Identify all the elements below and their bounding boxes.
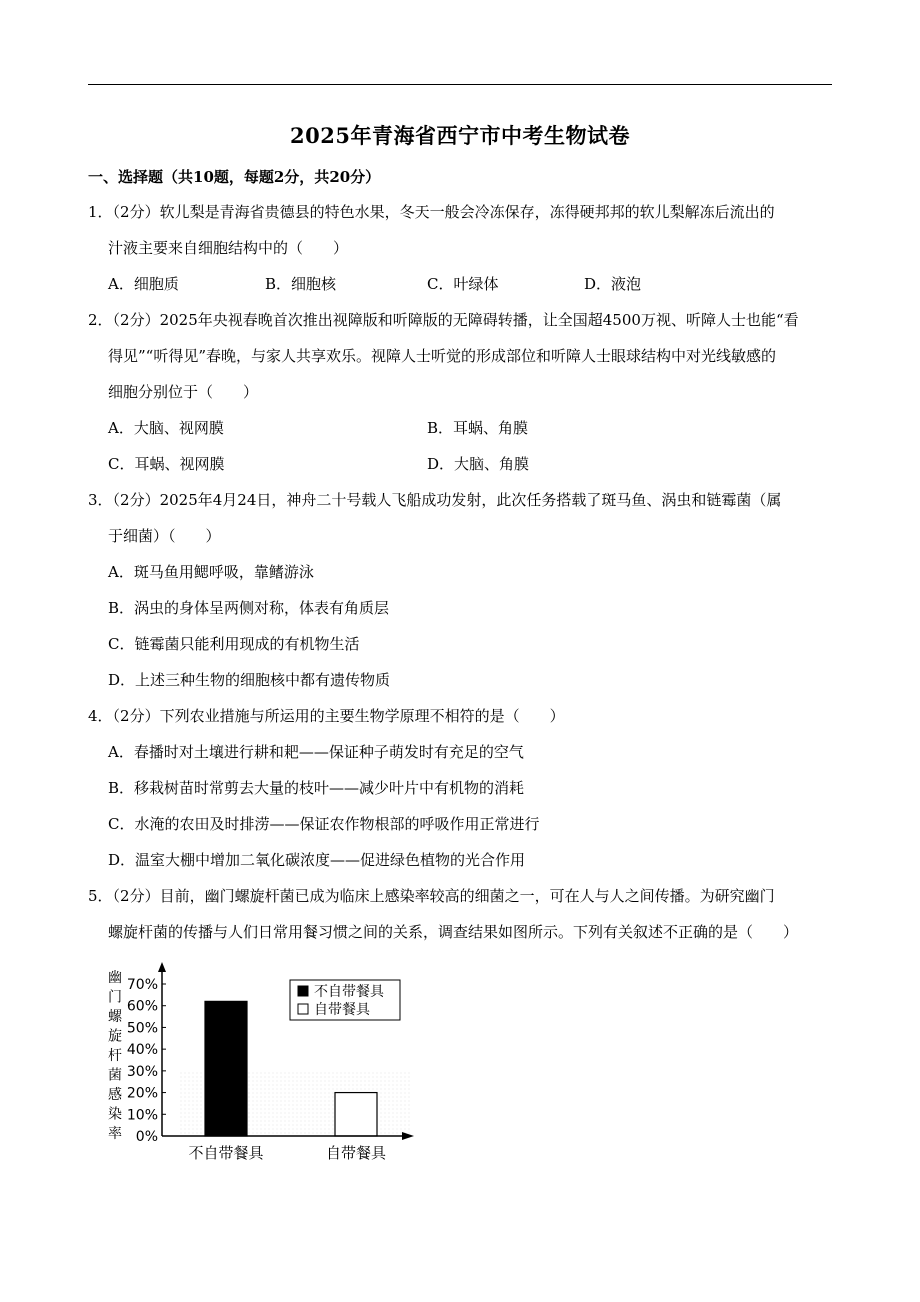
- q1-option-c: C．叶绿体: [427, 275, 499, 293]
- page-title: 2025年青海省西宁市中考生物试卷: [290, 123, 630, 148]
- legend-swatch-filled: [298, 986, 308, 996]
- legend-label-2: 自带餐具: [314, 1002, 370, 1018]
- y-axis-arrow: [158, 962, 166, 972]
- legend-swatch-empty: [298, 1004, 308, 1014]
- legend: [290, 980, 400, 1020]
- q4-option-a: A．春播时对土壤进行耕和耙——保证种子萌发时有充足的空气: [108, 743, 524, 761]
- y-tick-label: 50%: [126, 1020, 158, 1037]
- question-5-line-2: 螺旋杆菌的传播与人们日常用餐习惯之间的关系，调查结果如图所示。下列有关叙述不正确的是（ ）: [108, 923, 799, 941]
- q1-option-d: D．液泡: [584, 275, 642, 293]
- y-label-char: 率: [108, 1126, 122, 1142]
- y-tick-label: 30%: [126, 1063, 158, 1080]
- y-axis-ticks: [127, 977, 166, 1145]
- y-label-char: 菌: [108, 1067, 122, 1084]
- q3-option-a: A．斑马鱼用鳃呼吸，靠鳍游泳: [108, 563, 314, 581]
- q1-option-b: B．细胞核: [265, 275, 337, 293]
- question-2-line-2: 得见”“听得见”春晚，与家人共享欢乐。视障人士听觉的形成部位和听障人士眼球结构中对光线敏感的: [108, 347, 777, 365]
- y-label-char: 门: [108, 989, 122, 1006]
- question-3-line-1: 3．（2分）2025年4月24日，神舟二十号载人飞船成功发射，此次任务搭载了斑马鱼、涡虫和链霉菌（属: [88, 491, 782, 509]
- q3-option-c: C．链霉菌只能利用现成的有机物生活: [108, 635, 360, 653]
- y-label-char: 染: [108, 1106, 122, 1123]
- y-label-char: 螺: [108, 1009, 122, 1025]
- question-3-line-2: 于细菌）（ ）: [108, 527, 221, 545]
- q2-option-c: C．耳蜗、视网膜: [108, 455, 225, 473]
- chart-svg: [100, 960, 430, 1170]
- y-axis-label: [108, 970, 123, 1142]
- legend-label-1: 不自带餐具: [314, 984, 384, 1000]
- infection-rate-chart: [100, 960, 430, 1170]
- bar-own-tableware: [335, 1093, 377, 1136]
- x-axis-labels: [188, 1144, 387, 1162]
- q4-option-b: B．移栽树苗时常剪去大量的枝叶——减少叶片中有机物的消耗: [108, 779, 525, 797]
- y-label-char: 感: [108, 1087, 122, 1103]
- q2-option-a: A．大脑、视网膜: [108, 419, 224, 437]
- q3-option-b: B．涡虫的身体呈两侧对称，体表有角质层: [108, 599, 390, 617]
- q3-option-d: D．上述三种生物的细胞核中都有遗传物质: [108, 671, 391, 689]
- y-label-char: 杆: [108, 1048, 122, 1064]
- q2-option-b: B．耳蜗、角膜: [427, 419, 529, 437]
- y-tick-label: 60%: [126, 998, 158, 1015]
- top-rule: [88, 84, 832, 85]
- y-label-char: 幽: [108, 970, 122, 986]
- question-1-line-1: 1．（2分）软儿梨是青海省贵德县的特色水果，冬天一般会冷冻保存，冻得硬邦邦的软儿梨解冻后流出的: [88, 203, 775, 221]
- x-tick-label: 不自带餐具: [188, 1144, 264, 1162]
- y-label-char: 旋: [108, 1028, 122, 1045]
- question-5-line-1: 5．（2分）目前，幽门螺旋杆菌已成为临床上感染率较高的细菌之一，可在人与人之间传播。为研究幽门: [88, 887, 775, 905]
- question-1-line-2: 汁液主要来自细胞结构中的（ ）: [108, 239, 349, 257]
- y-tick-label: 40%: [126, 1042, 158, 1059]
- q2-option-d: D．大脑、角膜: [427, 455, 530, 473]
- y-tick-label: 70%: [126, 977, 158, 993]
- bar-no-own-tableware: [205, 1001, 247, 1136]
- x-tick-label: 自带餐具: [325, 1144, 387, 1162]
- q4-option-c: C．水淹的农田及时排涝——保证农作物根部的呼吸作用正常进行: [108, 815, 540, 833]
- y-tick-label: 10%: [126, 1107, 158, 1124]
- q1-option-a: A．细胞质: [108, 275, 179, 293]
- y-tick-label: 0%: [135, 1129, 158, 1145]
- section-heading: 一、选择题（共10题，每题2分，共20分）: [88, 168, 381, 186]
- question-4-line-1: 4．（2分）下列农业措施与所运用的主要生物学原理不相符的是（ ）: [88, 707, 565, 725]
- q4-option-d: D．温室大棚中增加二氧化碳浓度——促进绿色植物的光合作用: [108, 851, 526, 869]
- y-tick-label: 20%: [126, 1085, 158, 1102]
- question-2-line-3: 细胞分别位于（ ）: [108, 383, 259, 401]
- question-2-line-1: 2．（2分）2025年央视春晚首次推出视障版和听障版的无障碍转播，让全国超4500万视、听障人士也能“看: [88, 311, 799, 329]
